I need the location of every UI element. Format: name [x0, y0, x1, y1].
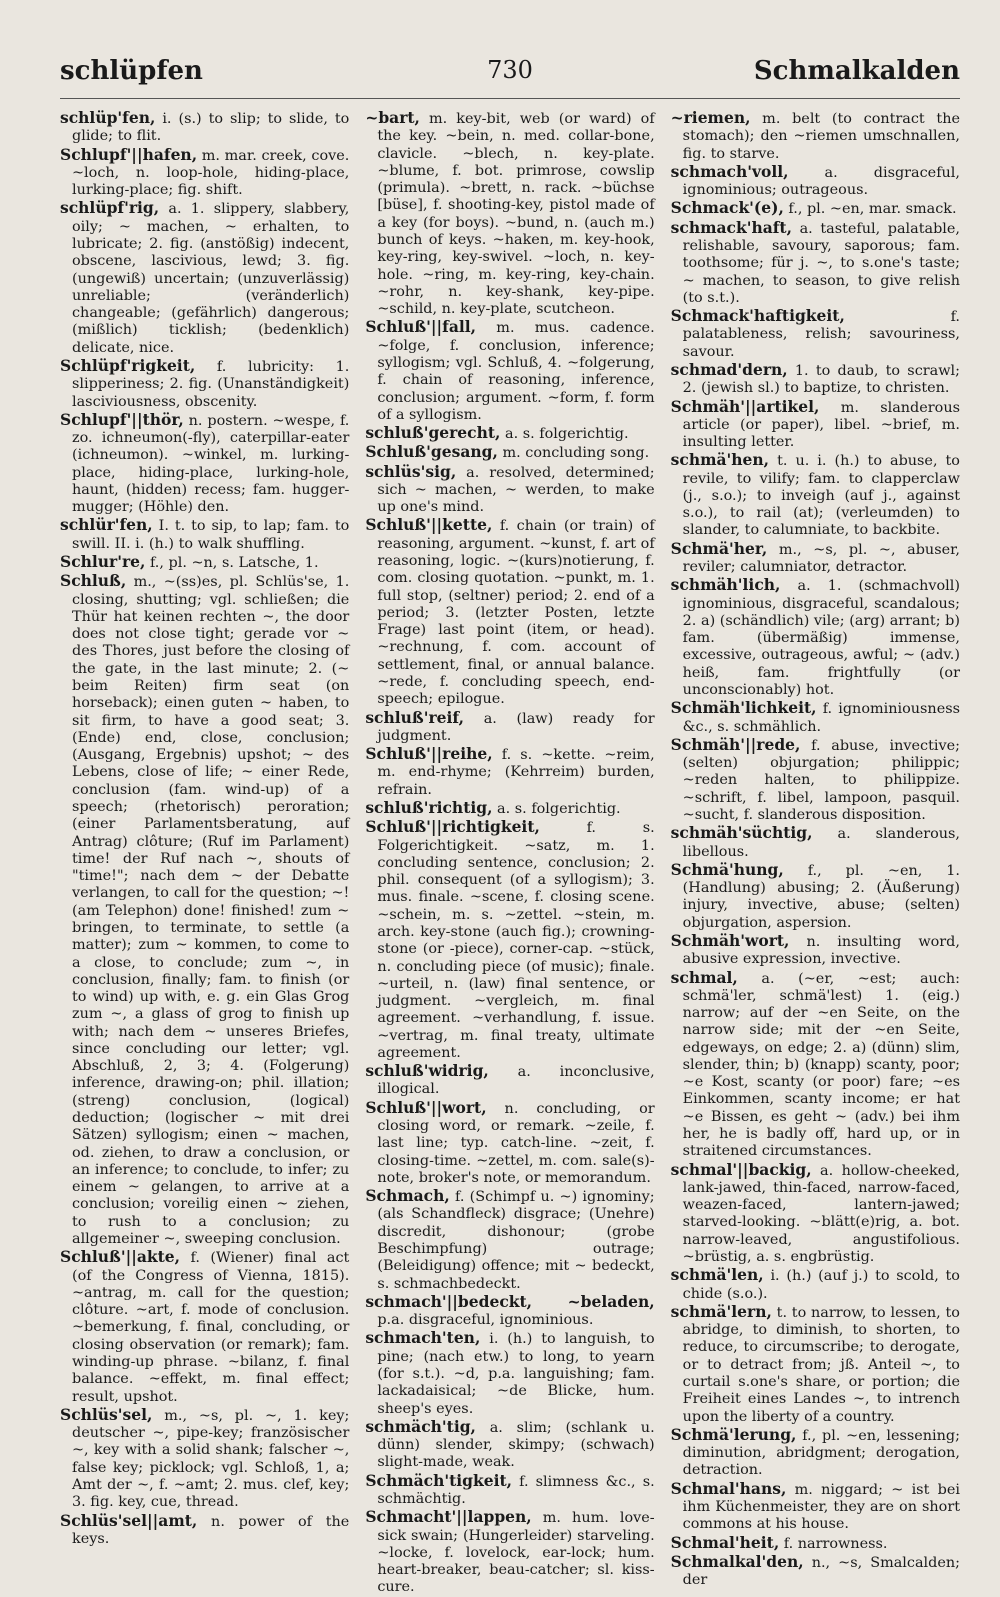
entry-headword: schlüp'fen,: [60, 108, 156, 127]
dictionary-entry: [671, 861, 960, 932]
entry-headword: Schmäch'tigkeit,: [365, 1470, 513, 1490]
entry-headword: Schluß'||reihe,: [365, 744, 493, 764]
entry-definition: m., ~s, pl. ~, 1. key; deutscher ~, pipe-key; französischer ~, key with a solid shank; falscher ~, false key; picklock; vgl. Schloß, 1, a; Amt der ~, f. ~amt; 2. mus. clef, key; 3. fig. key, cue, thread.: [72, 1407, 350, 1511]
dictionary-entry: [365, 1418, 654, 1472]
entry-headword: schluß'reif,: [365, 707, 465, 727]
entry-definition: m. mar. creek, cove. ~loch, n. loop-hole, hiding-place, lurking-place; fig. shift.: [72, 147, 350, 199]
entry-definition: t. to narrow, to lessen, to abridge, to diminish, to shorten, to reduce, to circumscribe; to derogate, or to detract from; jß. Anteil ~, to curtail s.one's share, or portion; die Freiheit eines Landes ~, to intrench upon the liberty of a country.: [682, 1304, 960, 1425]
entry-headword: schmä'len,: [670, 1265, 764, 1285]
dictionary-entry: [365, 745, 654, 799]
entry-definition: f. (Wiener) final act (of the Congress of Vienna, 1815). ~antrag, m. call for the question; clôture. ~art, f. mode of conclusion. ~bemerkung, f. final, concluding, or closing observation (or remark); fam. winding-up phrase. ~bilanz, f. final balance. ~effekt, m. final effect; result, upshot.: [72, 1250, 350, 1405]
entry-headword: Schlur're,: [60, 552, 146, 572]
entry-definition: m. slanderous article (or paper), libel. ~brief, m. insulting letter.: [682, 399, 960, 451]
dictionary-entry: [365, 1062, 654, 1099]
entry-headword: schmäh'süchtig,: [670, 823, 813, 843]
entry-definition: a. disgraceful, ignominious; outrageous.: [682, 164, 960, 199]
entry-headword: Schmal'heit,: [670, 1532, 780, 1552]
entry-definition: f., pl. ~en, lessening; diminution, abridgment; derogation, detraction.: [682, 1427, 960, 1479]
entry-definition: f. s. ~kette. ~reim, m. end-rhyme; (Kehrreim) burden, refrain.: [377, 747, 655, 798]
entry-definition: a. tasteful, palatable, relishable, savoury, saporous; fam. toothsome; für j. ~, to s.one's taste; ~ machen, to season, to give relish (to s.t.).: [682, 220, 960, 306]
entry-headword: Schmack'(e),: [670, 198, 784, 218]
column-middle: [365, 108, 655, 1596]
dictionary-entry: [365, 463, 654, 517]
entry-headword: schlür'fen,: [60, 515, 153, 535]
column-right: [670, 108, 960, 1589]
dictionary-entry: [671, 1161, 960, 1267]
dictionary-entry: [365, 1508, 654, 1596]
entry-headword: Schlüpf'rigkeit,: [60, 355, 196, 375]
entry-definition: f., pl. ~n, s. Latsche, 1.: [145, 555, 319, 572]
dictionary-entry: [365, 799, 654, 818]
entry-definition: n. power of the keys.: [72, 1513, 350, 1547]
entry-definition: a. slanderous, libellous.: [682, 826, 960, 860]
entry-headword: Schluß,: [60, 571, 127, 591]
entry-definition: f., pl. ~en, 1. (Handlung) abusing; 2. (Äußerung) injury, invective, abuse; (selten) objurgation, aspersion.: [682, 862, 960, 931]
entry-definition: f. lubricity: 1. slipperiness; 2. fig. (Unanständigkeit) lasciviousness, obscenity.: [72, 358, 350, 410]
header-left-catchword: schlüpfen: [60, 56, 203, 86]
entry-headword: Schmack'haftigkeit,: [670, 306, 845, 326]
entry-headword: schmal,: [670, 967, 738, 987]
entry-definition: n. postern. ~wespe, f. zo. ichneumon(-fly), caterpillar-eater (ichneumon). ~winkel, m. lurking-place, hiding-place, lurking-hole, haunt, (hidden) recess; fam. hugger-mugger; (Höhle) den.: [72, 412, 350, 516]
dictionary-entry: [671, 824, 960, 861]
entry-headword: Schmäh'lichkeit,: [670, 698, 817, 718]
dictionary-entry: [671, 219, 960, 307]
dictionary-entry: [671, 699, 960, 736]
entry-definition: a. s. folgerichtig.: [492, 800, 621, 817]
entry-definition: a. hollow-cheeked, lank-jawed, thin-faced, narrow-faced, weazen-faced, lantern-jawed; starved-looking. ~blätt(e)rig, a. bot. narrow-leaved, angustifolious. ~brüstig, a. s. engbrüstig.: [682, 1162, 960, 1265]
dictionary-entry: [365, 1187, 654, 1293]
dictionary-entry: [671, 398, 960, 452]
entry-definition: f. abuse, invective; (selten) objurgation; philippic; ~reden halten, to philippize. ~schrift, f. libel, lampoon, pasquil. ~sucht, f. slanderous disposition.: [682, 737, 960, 823]
entry-definition: m., ~s, pl. ~, abuser, reviler; calumniator, detractor.: [682, 541, 960, 576]
entry-definition: m. belt (to contract the stomach); den ~riemen umschnallen, fig. to starve.: [682, 111, 960, 162]
entry-definition: f. (Schimpf u. ~) ignominy; (als Schandfleck) disgrace; (Unehre) discredit, dishonour; (grobe Beschimpfung) outrage; (Beleidigung) offence; mit ~ bedeckt, s. schmachbedeckt.: [377, 1189, 655, 1292]
dictionary-entry: [60, 516, 349, 553]
dictionary-entry: [671, 736, 960, 824]
entry-headword: schluß'richtig,: [365, 797, 493, 817]
dictionary-entry: [365, 318, 654, 424]
entry-definition: i. (s.) to slip; to slide, to glide; to flit.: [72, 111, 350, 145]
dictionary-entry: [60, 553, 349, 572]
entry-definition: f. s. Folgerichtigkeit. ~satz, m. 1. concluding sentence, conclusion; 2. phil. consequent (of a syllogism); 3. mus. finale. ~scene, f. closing scene. ~schein, m. s. ~zettel. ~stein, m. arch. key-stone (auch fig.); crowning-stone (or -piece), corner-cap. ~stück, n. concluding piece (of music); finale. ~urteil, n. (law) final sentence, or judgment. ~vergleich, m. final agreement. ~verhandlung, f. issue. ~vertrag, m. final treaty, ultimate agreement.: [377, 820, 655, 1061]
dictionary-entry: [365, 516, 654, 708]
dictionary-entry: [60, 1406, 349, 1512]
entry-headword: Schlupf'||thör,: [60, 409, 184, 429]
entry-headword: schmäh'lich,: [670, 575, 781, 595]
column-left: [60, 109, 349, 1559]
entry-headword: schmack'haft,: [670, 217, 792, 237]
entry-headword: schmäch'tig,: [365, 1416, 476, 1436]
entry-definition: a. inconclusive, illogical.: [377, 1064, 655, 1098]
entry-definition: p.a. disgraceful, ignominious.: [377, 1312, 594, 1329]
entry-definition: m. key-bit, web (or ward) of the key. ~bein, n. med. collar-bone, clavicle. ~blech, n. key-plate. ~blume, f. bot. primrose, cowslip (primula). ~brett, n. rack. ~büchse [büse], f. shooting-key, pistol made of a key (for boys). ~bund, n. (auch m.) bunch of keys. ~haken, m. key-hook, key-ring, key-swivel. ~loch, n. key-hole. ~ring, m. key-ring, key-chain. ~rohr, n. key-shank, key-pipe. ~schild, n. key-plate, scutcheon.: [377, 111, 655, 318]
entry-headword: Schmalkal'den,: [670, 1551, 804, 1571]
entry-definition: a. (~er, ~est; auch: schmä'ler, schmä'lest) 1. (eig.) narrow; auf der ~en Seite, on the narrow side; mit der ~en Seite, edgeways, on edge; 2. a) (dünn) slim, slender, thin; b) (knapp) scanty, poor; ~e Kost, scanty (or poor) fare; ~es Einkommen, scanty income; er hat ~e Bissen, es geht ~ (adv.) bei ihm her, he is badly off, hard up, or in straitened circumstances.: [682, 970, 960, 1160]
entry-definition: a. 1. slippery, slabbery, oily; ~ machen, ~ erhalten, to lubricate; 2. fig. (anstößig) indecent, obscene, lascivious, lewd; 3. fig. (ungewiß) uncertain; (unzuverlässig) unreliable; (veränderlich) changeable; (gefährlich) dangerous; (mißlich) ticklish; (bedenklich) delicate, nice.: [72, 201, 350, 356]
entry-definition: a. (law) ready for judgment.: [377, 710, 655, 744]
entry-definition: i. (h.) to languish, to pine; (nach etw.) to long, to yearn (for s.t.). ~d, p.a. languishing; fam. lackadaisical; ~de Blicke, hum. sheep's eyes.: [377, 1331, 655, 1417]
entry-definition: I. t. to sip, to lap; fam. to swill. II. i. (h.) to walk shuffling.: [72, 518, 350, 552]
dictionary-entry: [60, 109, 349, 146]
entry-definition: m., ~(ss)es, pl. Schlüs'se, 1. closing, shutting; vgl. schließen; die Thür hat keinen rechten ~, the door does not close tight; gerade vor ~ des Thores, just before the closing of the gate, in the last minute; 2. (~ beim Reiten) firm seat (on horseback); einen guten ~ haben, to sit firm, to have a good seat; 3. (Ende) end, close, conclusion; (Ausgang, Ergebnis) upshot; ~ des Lebens, close of life; ~ einer Rede, conclusion (fam. wind-up) of a speech; (rhetorisch) peroration; (einer Parlamentsberatung, auf Antrag) clôture; (Ruf im Parlament) time! der Ruf nach ~, shouts of "time!"; nach dem ~ der Debatte verlangen, to call for the question; ~! (am Telephon) done! finished! zum ~ bringen, to terminate, to settle (a matter); zum ~ kommen, to come to a close, to conclude; zum ~, in conclusion, finally; fam. to finish (or to wind) up with, e. g. ein Glas Grog zum ~, a glass of grog to finish up with; nach dem ~ unseres Briefes, since concluding our letter; vgl. Abschluß, 2, 3; 4. (Folgerung) inference, drawing-on; phil. illation; (streng) conclusion, (logical) deduction; (logischer ~ mit drei Sätzen) syllogism; einen ~ machen, od. ziehen, to draw a conclusion, or an inference; to conclude, to infer; zu einem ~ gelangen, to arrive at a conclusion; voreilig einen ~ ziehen, to rush to a conclusion; zu allgemeiner ~, sweeping conclusion.: [72, 574, 350, 1247]
entry-headword: schluß'gerecht,: [365, 423, 501, 443]
dictionary-entry: [60, 411, 349, 517]
entry-headword: Schluß'||kette,: [365, 515, 493, 535]
dictionary-entry: [671, 1266, 960, 1303]
entry-definition: m. mus. cadence. ~folge, f. conclusion, inference; syllogism; vgl. Schluß, 4. ~folgerung, f. chain of reasoning, inference, conclusion; argument. ~form, f. form of a syllogism.: [377, 320, 655, 423]
entry-headword: schmä'hen,: [670, 450, 770, 470]
entry-definition: m. concluding song.: [497, 445, 650, 462]
entry-definition: m. niggard; ~ ist bei ihm Küchenmeister, they are on short commons at his house.: [682, 1481, 960, 1533]
columns: [60, 108, 960, 1596]
entry-definition: f. chain (or train) of reasoning, argument. ~kunst, f. art of reasoning, logic. ~(kurs)notierung, f. com. closing quotation. ~punkt, m. 1. full stop, (seltner) period; 2. end of a period; 3. (letzter Posten, letzte Frage) last point (item, or head). ~rechnung, f. com. account of settlement, final, or annual balance. ~rede, f. concluding speech, end-speech; epilogue.: [377, 518, 655, 708]
dictionary-entry: [60, 199, 349, 357]
entry-headword: Schmäh'wort,: [670, 930, 790, 950]
entry-definition: a. 1. (schmachvoll) ignominious, disgraceful, scandalous; 2. a) (schändlich) vile; (arg) arrant; b) fam. (übermäßig) immense, excessive, outrageous, awful; ~ (adv.) heiß, fam. frightfully (or unconscionably) hot.: [682, 578, 960, 698]
entry-headword: schluß'widrig,: [365, 1061, 489, 1081]
entry-headword: Schluß'gesang,: [365, 442, 498, 462]
dictionary-entry: [671, 307, 960, 361]
dictionary-entry: [671, 1534, 960, 1553]
entry-definition: f., pl. ~en, mar. smack.: [783, 201, 957, 218]
entry-headword: Schluß'||richtigkeit,: [365, 817, 540, 837]
entry-definition: f. ignominiousness &c., s. schmählich.: [682, 701, 960, 735]
dictionary-entry: [671, 1553, 960, 1590]
dictionary-entry: [671, 1480, 960, 1534]
entry-definition: a. s. folgerichtig.: [500, 426, 629, 443]
entry-definition: f. palatableness, relish; savouriness, savour.: [682, 309, 960, 360]
entry-definition: m. hum. love-sick swain; (Hungerleider) starveling. ~locke, f. lovelock, ear-lock; hum. heart-breaker, beau-catcher; sl. kiss-cure.: [377, 1510, 655, 1596]
dictionary-entry: [671, 163, 960, 200]
dictionary-entry: [671, 361, 960, 398]
entry-headword: ~bart,: [365, 108, 420, 127]
entry-headword: Schlüs'sel,: [60, 1404, 153, 1424]
dictionary-entry: [365, 1472, 654, 1509]
entry-headword: schmach'voll,: [670, 161, 789, 181]
entry-headword: schlüpf'rig,: [60, 198, 160, 218]
entry-definition: 1. to daub, to scrawl; 2. (jewish sl.) to baptize, to christen.: [682, 362, 960, 397]
dictionary-entry: [365, 424, 654, 443]
dictionary-entry: [365, 1293, 654, 1330]
entry-headword: schmach'ten,: [365, 1328, 481, 1348]
dictionary-entry: [365, 1099, 654, 1187]
page-number: 730: [487, 56, 533, 84]
dictionary-entry: [671, 109, 960, 163]
entry-headword: Schmäh'||artikel,: [670, 396, 820, 416]
entry-headword: Schluß'||fall,: [365, 317, 477, 337]
dictionary-entry: [365, 818, 654, 1062]
entry-headword: Schlüs'sel||amt,: [60, 1510, 198, 1530]
dictionary-entry: [671, 932, 960, 969]
dictionary-entry: [365, 709, 654, 746]
page-header: [60, 48, 960, 99]
dictionary-entry: [60, 357, 349, 411]
entry-headword: Schmal'hans,: [670, 1478, 787, 1498]
entry-definition: t. u. i. (h.) to abuse, to revile, to vilify; fam. to clapperclaw (j., s.o.); to inveigh (auf j., against s.o.), to rail (at); (verleumden) to slander, to calumniate, to backbite.: [682, 453, 960, 539]
entry-headword: schmal'||backig,: [670, 1159, 812, 1179]
entry-definition: a. slim; (schlank u. dünn) slender, skimpy; (schwach) slight-made, weak.: [377, 1419, 655, 1471]
dictionary-entry: [60, 1248, 349, 1406]
entry-headword: Schluß'||akte,: [60, 1247, 181, 1267]
dictionary-entry: [365, 109, 654, 318]
entry-headword: schmach'||bedeckt, ~beladen,: [365, 1291, 655, 1311]
entry-headword: Schlupf'||hafen,: [60, 144, 198, 164]
entry-headword: ~riemen,: [670, 108, 751, 127]
dictionary-entry: [671, 1303, 960, 1426]
dictionary-entry: [671, 1426, 960, 1480]
entry-headword: Schluß'||wort,: [365, 1097, 487, 1117]
entry-definition: n., ~s, Smalcalden; der: [682, 1554, 960, 1589]
dictionary-entry: [60, 572, 349, 1248]
entry-headword: Schmäh'||rede,: [670, 734, 801, 754]
dictionary-entry: [365, 1329, 654, 1417]
entry-definition: f. slimness &c., s. schmächtig.: [377, 1473, 655, 1507]
entry-headword: Schmach,: [365, 1186, 450, 1206]
dictionary-entry: [671, 969, 960, 1161]
entry-headword: schlüs'sig,: [365, 461, 457, 481]
entry-headword: schmad'dern,: [670, 359, 788, 379]
entry-headword: Schmä'lerung,: [670, 1424, 797, 1444]
entry-definition: n. concluding, or closing word, or remark. ~zeile, f. last line; typ. catch-line. ~zeit, f. closing-time. ~zettel, m. com. sale(s)-note, broker's note, or memorandum.: [377, 1100, 655, 1186]
entry-headword: schmä'lern,: [670, 1301, 772, 1321]
entry-definition: i. (h.) (auf j.) to scold, to chide (s.o.).: [682, 1268, 960, 1302]
dictionary-entry: [60, 1512, 349, 1549]
entry-definition: a. resolved, determined; sich ~ machen, ~ werden, to make up one's mind.: [377, 464, 655, 516]
dictionary-entry: [671, 576, 960, 699]
entry-headword: Schmacht'||lappen,: [365, 1507, 532, 1527]
entry-headword: Schmä'her,: [670, 538, 768, 558]
dictionary-entry: [60, 146, 349, 200]
entry-definition: n. insulting word, abusive expression, invective.: [682, 933, 960, 968]
entry-headword: Schmä'hung,: [670, 859, 784, 879]
header-right-catchword: Schmalkalden: [753, 56, 960, 86]
dictionary-entry: [671, 540, 960, 577]
dictionary-entry: [671, 451, 960, 539]
entry-definition: f. narrowness.: [779, 1535, 888, 1552]
dictionary-entry: [671, 199, 960, 218]
dictionary-entry: [365, 443, 654, 462]
